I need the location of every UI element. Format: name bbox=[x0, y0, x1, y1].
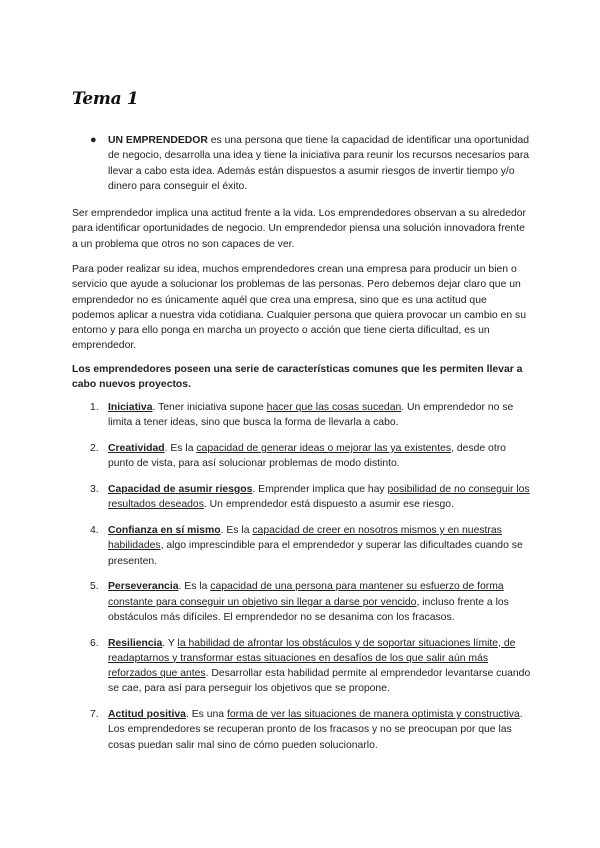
item-underline: capacidad de generar ideas o mejorar las ya existentes bbox=[196, 442, 452, 454]
characteristics-list bbox=[72, 400, 532, 763]
definition-term: UN EMPRENDEDOR bbox=[108, 135, 208, 146]
item-underline: hacer que las cosas sucedan bbox=[266, 402, 402, 413]
item-term: Creatividad bbox=[108, 442, 165, 454]
item-text: . Es una bbox=[185, 709, 227, 721]
item-number: 1. bbox=[90, 402, 99, 413]
item-term: Actitud positiva bbox=[108, 709, 186, 721]
paragraph-1: Ser emprendedor implica una actitud frente a la vida. Los emprendedores observan a su alrededor para identificar oportunidades de negocio. Un emprendedor piensa una solución innovadora frente a un problema que otros no son capaces de ver. bbox=[72, 208, 526, 250]
item-term: Iniciativa bbox=[108, 402, 153, 413]
list-item bbox=[72, 636, 532, 697]
item-text: , algo imprescindible para el emprendedor y superar las dificultades cuando se presenten. bbox=[108, 540, 523, 567]
list-item bbox=[72, 579, 532, 625]
definition-body: es una persona que tiene la capacidad de identificar una oportunidad de negocio, desarrolla una idea y tiene la iniciativa para reunir los recursos necesarios para llevar a cabo esta idea. Además están dispuestos a asumir riesgos de invertir tiempo y/o dinero para conseguir el éxito. bbox=[108, 135, 530, 192]
page-title: Tema 1 bbox=[72, 89, 139, 109]
item-text: . Un emprendedor no se limita a tener ideas, sino que busca la forma de llevarla a cabo. bbox=[108, 402, 514, 429]
list-item bbox=[72, 441, 532, 472]
list-item bbox=[72, 400, 532, 431]
definition-text bbox=[108, 133, 530, 194]
list-item bbox=[72, 523, 532, 569]
item-text: . Y bbox=[162, 637, 178, 649]
item-number: 6. bbox=[90, 637, 99, 649]
item-underline: posibilidad de no conseguir los resultados deseados bbox=[108, 483, 530, 511]
item-text: . Es la bbox=[220, 524, 253, 536]
item-text: . Es la bbox=[178, 581, 211, 593]
list-item bbox=[72, 482, 532, 513]
item-underline: capacidad de una persona para mantener su esfuerzo de forma constante para conseguir un objetivo sin llegar a darse por vencido bbox=[108, 581, 504, 608]
paragraph-2: Para poder realizar su idea, muchos emprendedores crean una empresa para producir un bien o servicio que ayude a solucionar los problemas de las personas. Pero debemos dejar claro que un emprendedor no es únicamente aquél que crea una empresa, sino que es una actitud que podemos aplicar a nuestra vida cotidiana. Cualquier persona que quiera provocar un cambio en su entorno y para ello ponga en marcha un proyecto o acción que tiene cierta dificultad, es un emprendedor. bbox=[72, 264, 527, 352]
item-underline: capacidad de creer en nosotros mismos y en nuestras habilidades bbox=[108, 524, 502, 552]
item-underline: la habilidad de afrontar los obstáculos y de soportar situaciones límite, de readaptarnos y transformar estas situaciones en desafíos de los que salir aún más reforzados que antes bbox=[108, 637, 516, 680]
item-number: 2. bbox=[90, 442, 99, 454]
item-term: Resiliencia bbox=[108, 637, 163, 649]
list-item bbox=[72, 707, 532, 753]
item-text: . Emprender implica que hay bbox=[252, 483, 388, 495]
item-number: 4. bbox=[90, 524, 99, 536]
item-term: Capacidad de asumir riesgos bbox=[108, 483, 253, 495]
item-text: . Es la bbox=[164, 442, 197, 454]
item-number: 3. bbox=[90, 483, 99, 495]
section-heading: Los emprendedores poseen una serie de características comunes que les permiten llevar a cabo nuevos proyectos. bbox=[72, 364, 523, 391]
item-number: 5. bbox=[90, 581, 99, 593]
item-underline: forma de ver las situaciones de manera optimista y constructiva bbox=[226, 709, 520, 721]
item-text: . Desarrollar esta habilidad permite al emprendedor levantarse cuando se cae, para así para perseguir los objetivos que se propone. bbox=[108, 668, 531, 695]
item-number: 7. bbox=[90, 709, 99, 721]
item-text: . Tener iniciativa supone bbox=[152, 402, 267, 413]
item-text: , incluso frente a los obstáculos más difíciles. El emprendedor no se desanima con los fracasos. bbox=[108, 596, 509, 623]
item-text: , desde otro punto de vista, para así solucionar problemas de modo distinto. bbox=[108, 442, 506, 470]
bullet-icon: ● bbox=[90, 134, 97, 146]
item-text: . Los emprendedores se recuperan pronto de los fracasos y no se preocupan por que las cosas puedan salir mal sino de cómo pueden solucionarlo. bbox=[108, 709, 523, 751]
item-text: . Un emprendedor está dispuesto a asumir ese riesgo. bbox=[203, 499, 454, 511]
item-term: Confianza en sí mismo bbox=[108, 524, 221, 536]
item-term: Perseverancia bbox=[108, 581, 179, 593]
